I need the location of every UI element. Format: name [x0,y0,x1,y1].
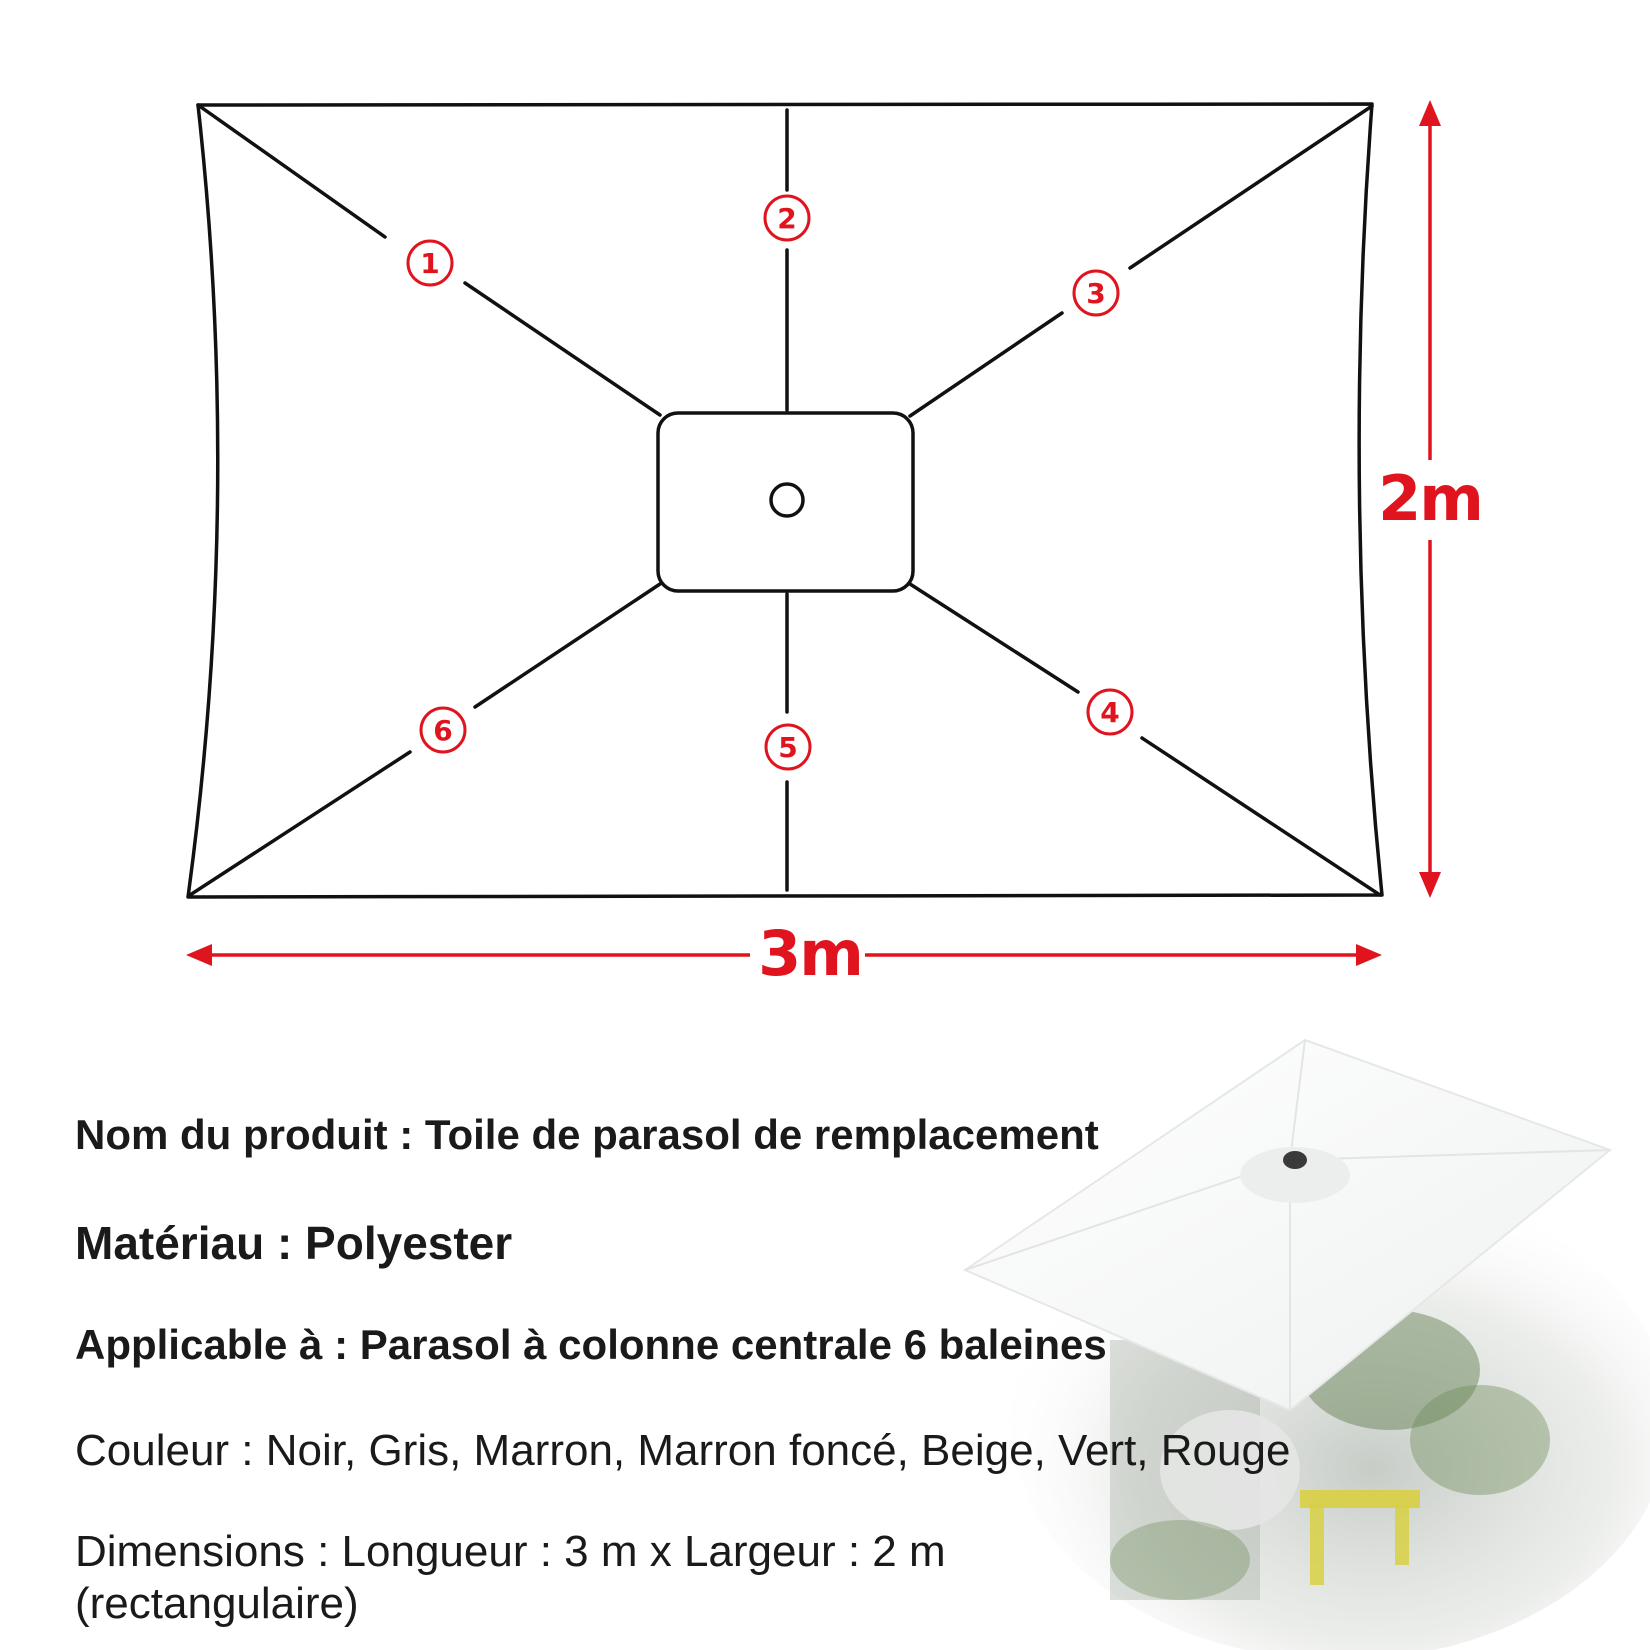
rib-label-5 [766,725,810,769]
svg-text:5: 5 [778,731,798,764]
rib-4-upper [910,584,1078,692]
spec-material: Matériau : Polyester [75,1217,513,1269]
svg-text:6: 6 [433,714,453,747]
rib-4-lower [1142,738,1380,895]
spec-product-name: Nom du produit : Toile de parasol de remplacement [75,1111,1099,1158]
width-label: 3m [758,917,862,990]
rib-1-lower [465,283,660,415]
svg-text:4: 4 [1100,696,1120,729]
spec-shape: (rectangulaire) [75,1579,359,1628]
spec-applicable: Applicable à : Parasol à colonne centrale 6 baleines [75,1321,1107,1368]
pole-hole [771,484,803,516]
rib-label-4 [1088,690,1132,734]
spec-dimensions: Dimensions : Longueur : 3 m x Largeur : 2 m [75,1527,946,1576]
rib-label-2 [765,196,809,240]
rib-6-upper [475,584,660,707]
rib-6-lower [190,752,410,895]
height-label: 2m [1378,462,1482,535]
rib-label-6 [421,708,465,752]
rib-3-upper [1130,106,1372,268]
rib-label-1 [408,241,452,285]
svg-text:2: 2 [777,202,797,235]
rib-1-upper [198,105,385,237]
svg-text:3: 3 [1086,277,1106,310]
svg-text:1: 1 [420,247,440,280]
rib-3-lower [910,313,1062,416]
rib-label-3 [1074,271,1118,315]
spec-colors: Couleur : Noir, Gris, Marron, Marron foncé, Beige, Vert, Rouge [75,1426,1291,1475]
